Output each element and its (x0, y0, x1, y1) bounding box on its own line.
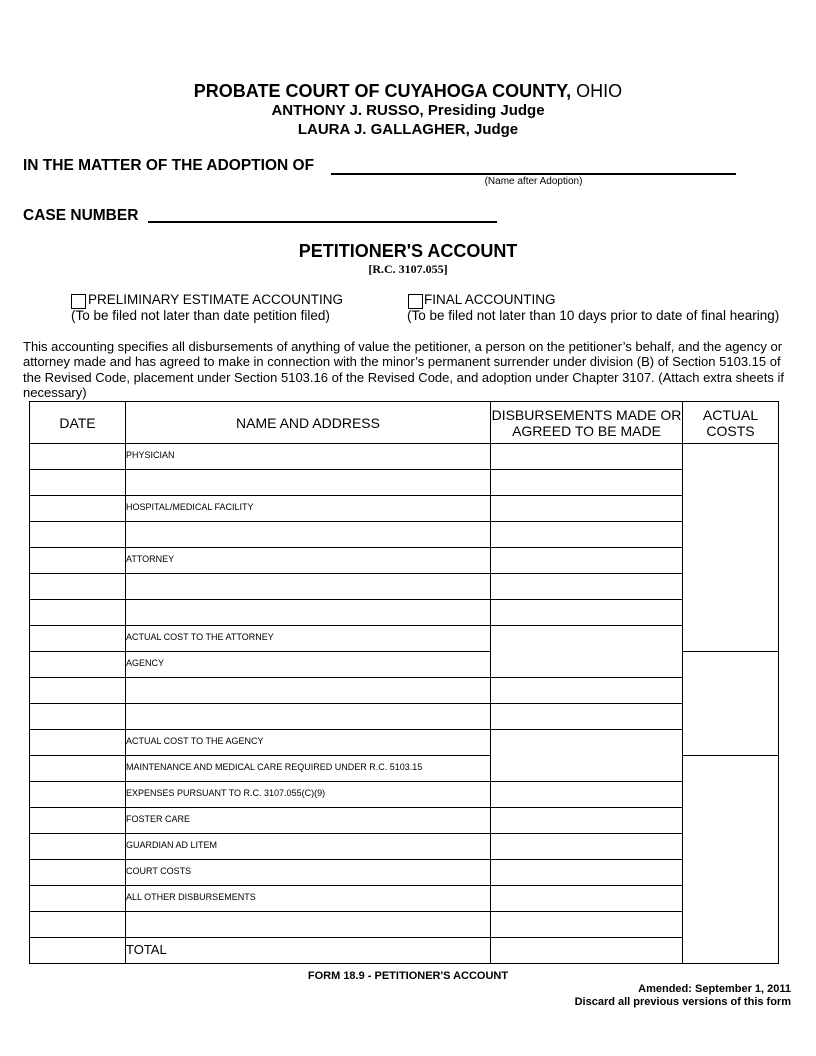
statute-reference: [R.C. 3107.055] (368, 262, 448, 276)
name-cell[interactable] (126, 522, 491, 548)
date-cell[interactable] (30, 626, 126, 652)
date-cell[interactable] (30, 444, 126, 470)
date-cell[interactable] (30, 496, 126, 522)
disbursement-cell[interactable] (491, 678, 683, 704)
row-label-attorney-cost: ACTUAL COST TO THE ATTORNEY (126, 632, 274, 642)
row-label-maintenance: MAINTENANCE AND MEDICAL CARE REQUIRED UNDER R.C. 5103.15 (126, 762, 423, 772)
header-name-address: NAME AND ADDRESS (126, 402, 491, 444)
row-label-other-disbursements: ALL OTHER DISBURSEMENTS (126, 892, 256, 902)
table-header-row (30, 402, 779, 444)
table-row (30, 808, 779, 834)
date-cell[interactable] (30, 522, 126, 548)
row-label-agency-cost: ACTUAL COST TO THE AGENCY (126, 736, 264, 746)
disbursement-cell[interactable] (491, 626, 683, 678)
name-cell[interactable] (126, 548, 491, 574)
judge-name: LAURA J. GALLAGHER, Judge (297, 121, 519, 138)
header-actual-costs-line1: ACTUAL (702, 406, 759, 423)
name-cell[interactable] (126, 600, 491, 626)
table-row (30, 522, 779, 548)
date-cell[interactable] (30, 860, 126, 886)
header-actual-costs-line2: COSTS (706, 422, 755, 439)
disbursement-cell[interactable] (491, 782, 683, 808)
table-row (30, 678, 779, 704)
total-disbursement-cell[interactable] (491, 938, 683, 964)
disbursement-cell[interactable] (491, 886, 683, 912)
disbursement-cell[interactable] (491, 496, 683, 522)
case-number-label: CASE NUMBER (23, 207, 139, 224)
page-title: PETITIONER'S ACCOUNT (298, 241, 518, 261)
date-cell[interactable] (30, 730, 126, 756)
table-row (30, 704, 779, 730)
date-cell[interactable] (30, 912, 126, 938)
name-cell[interactable] (126, 938, 491, 964)
name-cell[interactable] (126, 860, 491, 886)
name-cell[interactable] (126, 444, 491, 470)
disbursement-cell[interactable] (491, 470, 683, 496)
date-cell[interactable] (30, 678, 126, 704)
disbursement-cell[interactable] (491, 704, 683, 730)
date-cell[interactable] (30, 600, 126, 626)
name-cell[interactable] (126, 730, 491, 756)
name-cell[interactable] (126, 912, 491, 938)
court-name (0, 81, 816, 102)
final-note: (To be filed not later than 10 days prior to date of final hearing) (407, 308, 780, 323)
amended-date: Amended: September 1, 2011 (638, 983, 791, 995)
disbursement-cell[interactable] (491, 860, 683, 886)
header-disbursements-line1: DISBURSEMENTS MADE OR (491, 406, 682, 423)
preliminary-label: PRELIMINARY ESTIMATE ACCOUNTING (88, 292, 344, 307)
date-cell[interactable] (30, 470, 126, 496)
table-row (30, 496, 779, 522)
date-cell[interactable] (30, 808, 126, 834)
name-cell[interactable] (126, 886, 491, 912)
case-number-field[interactable] (148, 221, 497, 223)
preliminary-checkbox[interactable] (71, 294, 86, 309)
adoption-name-caption: (Name after Adoption) (484, 176, 583, 187)
row-label-agency: AGENCY (126, 658, 165, 668)
agency-actual-cost-cell[interactable] (683, 652, 779, 756)
row-label-attorney: ATTORNEY (126, 554, 175, 564)
preliminary-note: (To be filed not later than date petition filed) (71, 308, 330, 323)
disbursement-cell[interactable] (491, 444, 683, 470)
presiding-judge: ANTHONY J. RUSSO, Presiding Judge (271, 102, 545, 119)
table-row (30, 782, 779, 808)
name-cell[interactable] (126, 756, 491, 782)
discard-note: Discard all previous versions of this form (574, 996, 791, 1008)
name-cell[interactable] (126, 652, 491, 678)
final-label: FINAL ACCOUNTING (424, 292, 556, 307)
disbursement-cell[interactable] (491, 522, 683, 548)
disbursement-cell[interactable] (491, 808, 683, 834)
name-cell[interactable] (126, 470, 491, 496)
row-label-court-costs: COURT COSTS (126, 866, 192, 876)
name-cell[interactable] (126, 574, 491, 600)
account-table (29, 401, 779, 964)
adoption-label: IN THE MATTER OF THE ADOPTION OF (23, 157, 315, 174)
name-cell[interactable] (126, 834, 491, 860)
date-cell[interactable] (30, 834, 126, 860)
date-cell[interactable] (30, 548, 126, 574)
name-cell[interactable] (126, 704, 491, 730)
amended-note (575, 983, 791, 1009)
table-row (30, 860, 779, 886)
header-disbursements (491, 402, 683, 444)
other-actual-cost-cell[interactable] (683, 756, 779, 964)
name-cell[interactable] (126, 626, 491, 652)
court-state: OHIO (576, 81, 623, 101)
header-actual-costs (683, 402, 779, 444)
row-label-guardian: GUARDIAN AD LITEM (126, 840, 218, 850)
table-row (30, 574, 779, 600)
name-cell[interactable] (126, 782, 491, 808)
date-cell[interactable] (30, 756, 126, 782)
disbursement-cell[interactable] (491, 834, 683, 860)
name-cell[interactable] (126, 678, 491, 704)
date-cell[interactable] (30, 704, 126, 730)
date-cell[interactable] (30, 652, 126, 678)
disbursement-cell[interactable] (491, 600, 683, 626)
row-label-physician: PHYSICIAN (126, 450, 175, 460)
row-label-total: TOTAL (126, 942, 167, 957)
table-row (30, 886, 779, 912)
row-label-hospital: HOSPITAL/MEDICAL FACILITY (126, 502, 254, 512)
table-row (30, 912, 779, 938)
table-row (30, 470, 779, 496)
name-cell[interactable] (126, 808, 491, 834)
name-cell[interactable] (126, 496, 491, 522)
date-cell[interactable] (30, 938, 126, 964)
disbursement-cell[interactable] (491, 574, 683, 600)
disbursement-cell[interactable] (491, 730, 683, 782)
date-cell[interactable] (30, 782, 126, 808)
header-date: DATE (30, 402, 126, 444)
table-row (30, 730, 779, 756)
table-row (30, 600, 779, 626)
disbursement-cell[interactable] (491, 548, 683, 574)
adoption-name-field[interactable] (331, 173, 736, 175)
date-cell[interactable] (30, 886, 126, 912)
disbursement-cell[interactable] (491, 912, 683, 938)
table-row (30, 834, 779, 860)
instructions-paragraph: This accounting specifies all disbursements of anything of value the petitioner, a person on the petitioner’s behalf, and the agency or attorney made and has agreed to make in connection with the minor’s permanent surrender under division (B) of Section 5103.15 of the Revised Code, placement under Section 5103.16 of the Revised Code, and adoption under Chapter 3107. (Attach extra sheets if necessary) (23, 339, 784, 400)
date-cell[interactable] (30, 574, 126, 600)
table-row (30, 444, 779, 470)
table-row (30, 626, 779, 652)
form-number: FORM 18.9 - PETITIONER'S ACCOUNT (307, 970, 509, 982)
header-disbursements-line2: AGREED TO BE MADE (512, 422, 661, 439)
court-name-bold: PROBATE COURT OF CUYAHOGA COUNTY, (193, 81, 572, 101)
row-label-expenses: EXPENSES PURSUANT TO R.C. 3107.055(C)(9) (126, 788, 326, 798)
final-checkbox[interactable] (408, 294, 423, 309)
attorney-actual-cost-cell[interactable] (683, 444, 779, 652)
row-label-foster-care: FOSTER CARE (126, 814, 191, 824)
table-row (30, 548, 779, 574)
table-row-total (30, 938, 779, 964)
